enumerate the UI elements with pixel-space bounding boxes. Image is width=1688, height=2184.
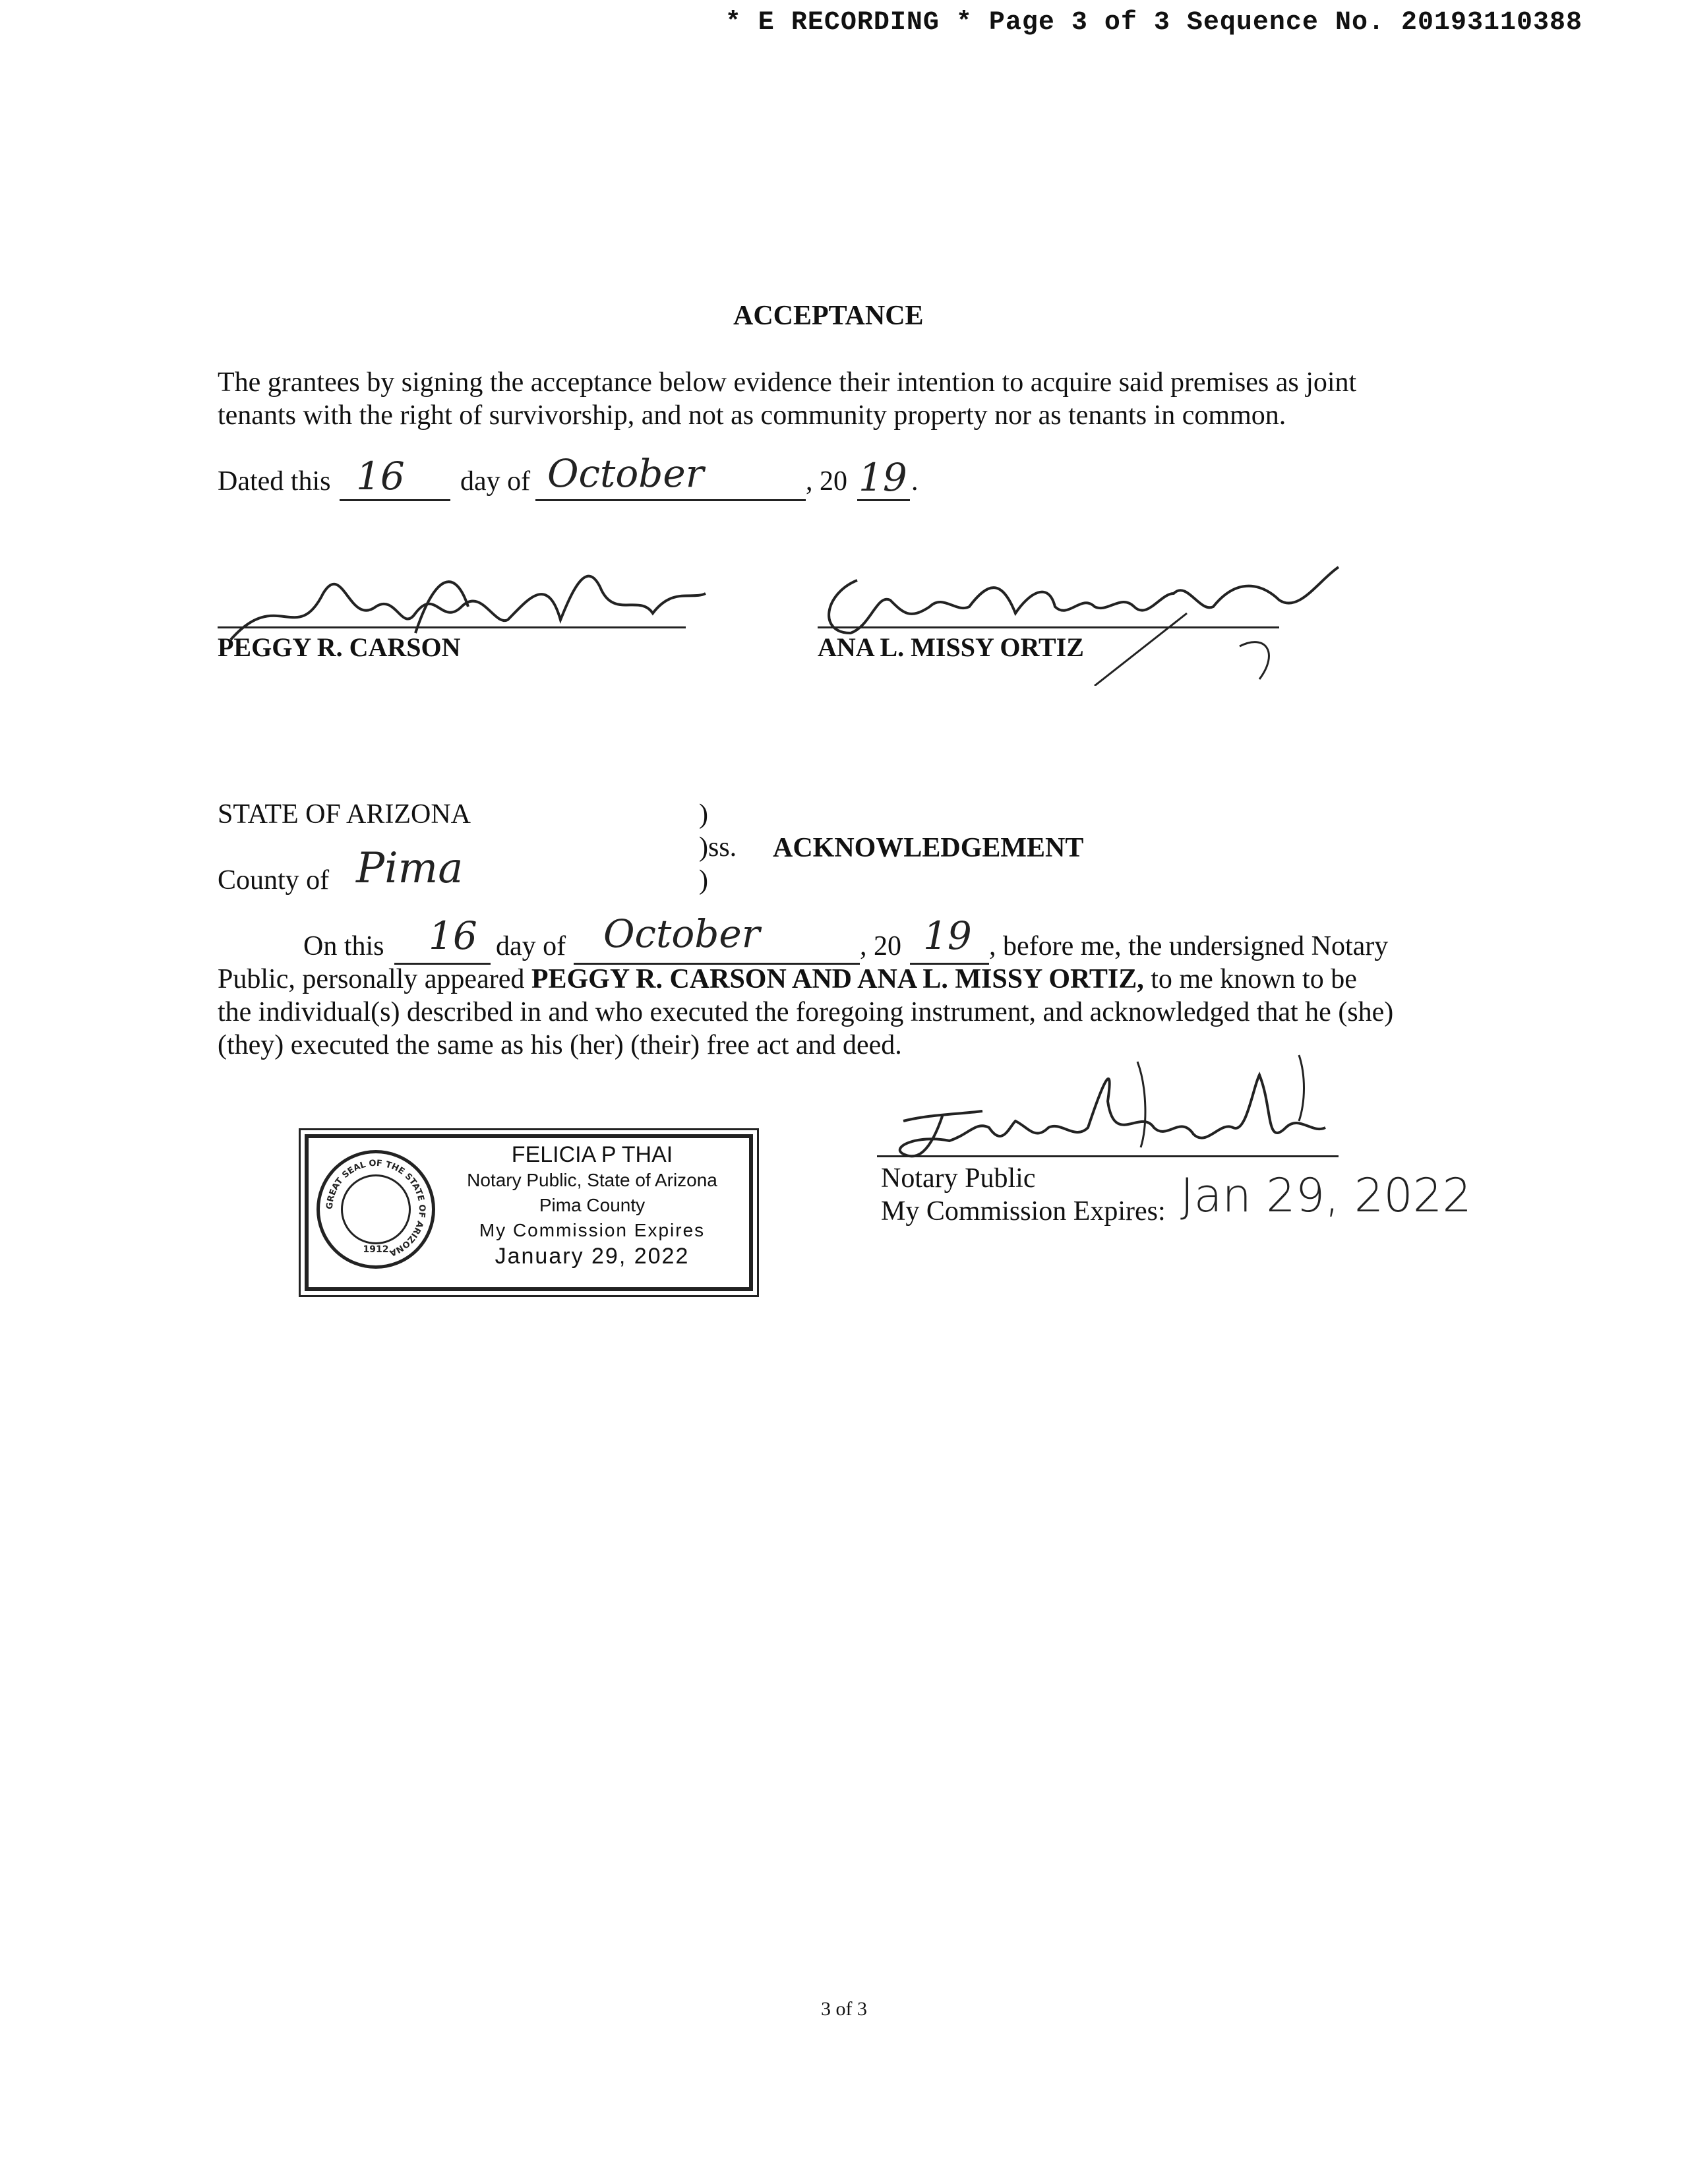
arizona-seal-emblem bbox=[316, 1150, 435, 1269]
acceptance-title: ACCEPTANCE bbox=[733, 301, 924, 331]
ack-day-of: day of bbox=[496, 931, 566, 961]
ack-line2-names: PEGGY R. CARSON AND ANA L. MISSY ORTIZ, bbox=[531, 964, 1144, 994]
ack-day-handwritten: 16 bbox=[429, 913, 477, 958]
seal-line2: Notary Public, State of Arizona bbox=[467, 1170, 717, 1190]
ack-year-handwritten: 19 bbox=[923, 913, 972, 958]
dated-year-prefix: , 20 bbox=[806, 466, 847, 497]
venue-paren-bottom: ) bbox=[699, 865, 708, 895]
ack-on-this: On this bbox=[303, 931, 384, 961]
recording-header: * E RECORDING * Page 3 of 3 Sequence No. 20193110388 bbox=[725, 8, 1582, 38]
acknowledgement-title: ACKNOWLEDGEMENT bbox=[773, 833, 1084, 863]
svg-text:1912: 1912 bbox=[363, 1244, 389, 1255]
seal-line5: January 29, 2022 bbox=[495, 1244, 690, 1269]
notary-signature-line bbox=[877, 1155, 1339, 1157]
ack-line2 bbox=[218, 963, 1357, 996]
ack-line3: the individual(s) described in and who executed the foregoing instrument, and acknowledged that he (she) bbox=[218, 997, 1394, 1027]
dated-prefix: Dated this bbox=[218, 466, 331, 497]
notary-seal-stamp bbox=[305, 1134, 753, 1291]
seal-inner-ring bbox=[341, 1174, 411, 1244]
notary-expires-label: My Commission Expires: bbox=[881, 1196, 1166, 1227]
dated-suffix: . bbox=[911, 466, 919, 497]
ack-line4: (they) executed the same as his (her) (their) free act and deed. bbox=[218, 1030, 902, 1060]
ack-line2-end: to me known to be bbox=[1143, 964, 1357, 994]
dated-month-handwritten: October bbox=[547, 451, 704, 496]
seal-line4: My Commission Expires bbox=[479, 1220, 706, 1240]
ack-year-prefix: , 20 bbox=[860, 931, 901, 961]
dated-day-handwritten: 16 bbox=[356, 454, 405, 499]
grantee2-signature bbox=[818, 554, 1345, 686]
ack-month-handwritten: October bbox=[603, 911, 760, 956]
dated-year-handwritten: 19 bbox=[859, 455, 907, 500]
seal-line3: Pima County bbox=[539, 1195, 646, 1215]
ack-before-me: , before me, the undersigned Notary bbox=[989, 931, 1389, 961]
grantee2-name: ANA L. MISSY ORTIZ bbox=[818, 632, 1084, 662]
acceptance-paragraph-line2: tenants with the right of survivorship, and not as community property nor as tenants in common. bbox=[218, 400, 1286, 431]
acceptance-paragraph-line1: The grantees by signing the acceptance below evidence their intention to acquire said premises as joint bbox=[218, 367, 1357, 398]
dated-month-line bbox=[535, 499, 806, 501]
venue-paren-top: ) bbox=[699, 799, 708, 830]
venue-ss: )ss. bbox=[699, 832, 737, 863]
notary-public-label: Notary Public bbox=[881, 1163, 1036, 1194]
notary-expires-handwritten: Jan 29, 2022 bbox=[1180, 1168, 1472, 1223]
ack-line2-start: Public, personally appeared bbox=[218, 964, 531, 994]
venue-state: STATE OF ARIZONA bbox=[218, 799, 471, 830]
dated-day-line bbox=[340, 499, 450, 501]
svg-text:GREAT SEAL OF THE STATE OF ARI: GREAT SEAL OF THE STATE OF ARIZONA bbox=[324, 1158, 427, 1258]
page-number: 3 of 3 bbox=[821, 1998, 867, 2020]
grantee1-name: PEGGY R. CARSON bbox=[218, 632, 461, 662]
dated-mid: day of bbox=[460, 466, 531, 497]
notary-signature bbox=[877, 1048, 1378, 1180]
grantee2-signature-line bbox=[818, 626, 1279, 628]
venue-county-handwritten: Pima bbox=[356, 844, 464, 893]
grantee1-signature-line bbox=[218, 626, 686, 628]
seal-notary-name: FELICIA P THAI bbox=[511, 1142, 673, 1167]
venue-county-prefix: County of bbox=[218, 865, 330, 895]
